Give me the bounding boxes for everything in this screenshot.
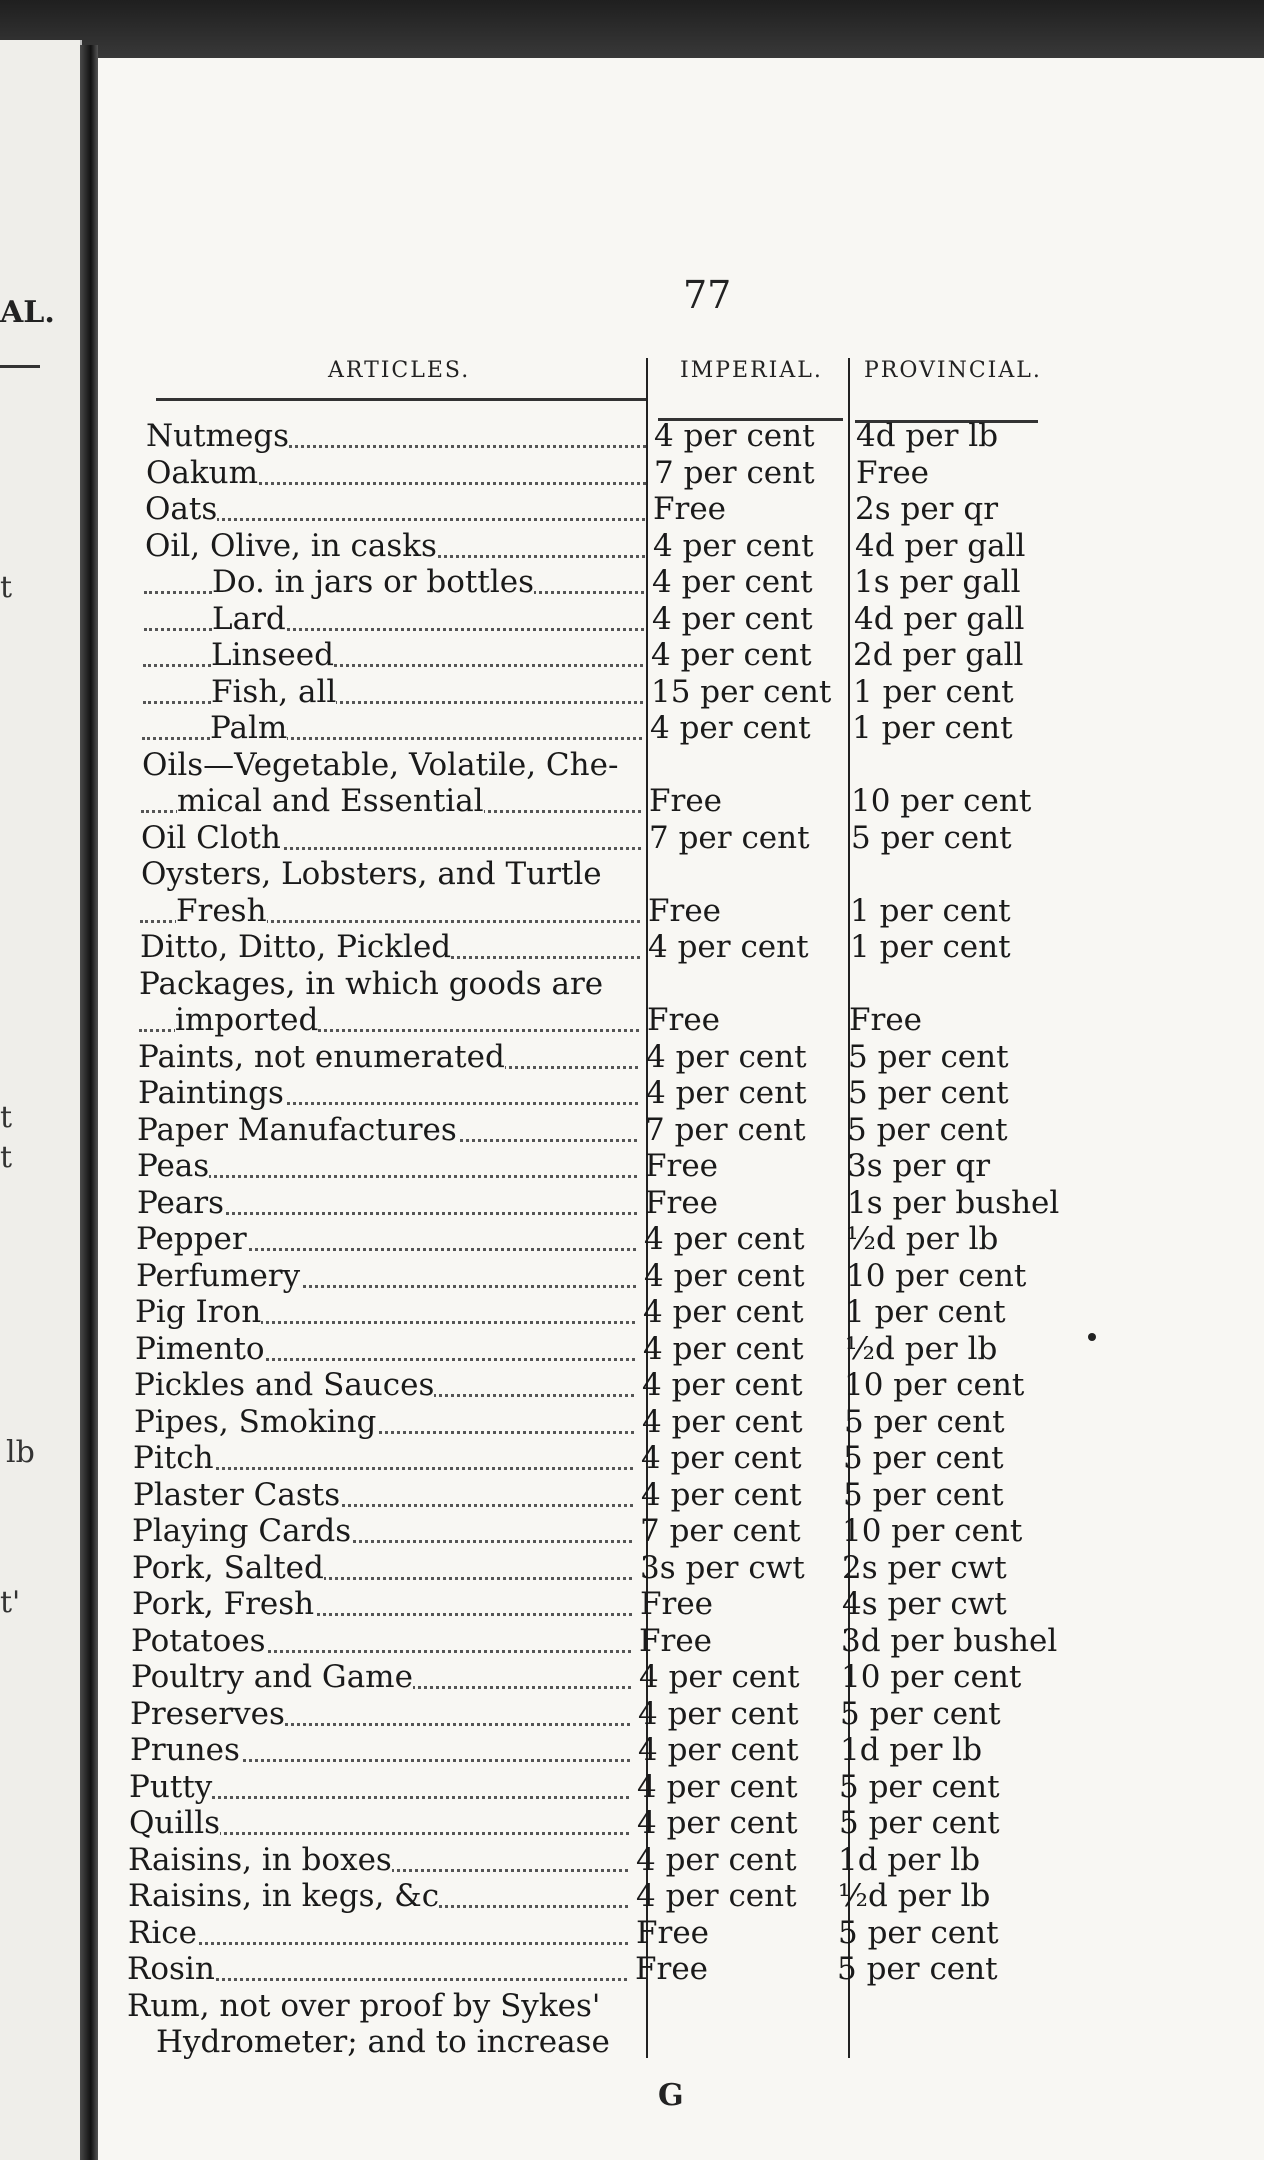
imperial-duty-cell: 4 per cent: [643, 1294, 804, 1330]
provincial-duty-cell: 1s per bushel: [847, 1185, 1060, 1221]
article-label: Pimento: [135, 1331, 265, 1367]
article-cell: [137, 1148, 637, 1184]
provincial-duty-cell: 2s per cwt: [842, 1550, 1007, 1586]
provincial-duty-cell: 10 per cent: [842, 1513, 1023, 1549]
article-cell: [132, 1513, 632, 1549]
provincial-duty-cell: 3d per bushel: [841, 1623, 1058, 1659]
table-row: [146, 455, 1146, 491]
provincial-duty-cell: 5 per cent: [851, 820, 1012, 856]
provincial-duty-cell: 1 per cent: [852, 710, 1013, 746]
article-cell: [136, 1221, 636, 1257]
imperial-duty-cell: 7 per cent: [654, 455, 815, 491]
imperial-duty-cell: 4 per cent: [646, 1039, 807, 1075]
imperial-duty-cell: 4 per cent: [648, 929, 809, 965]
provincial-duty-cell: 5 per cent: [838, 1915, 999, 1951]
page-number: 77: [683, 273, 732, 317]
article-label: Fish, all: [211, 674, 337, 710]
provincial-duty-cell: 4d per lb: [856, 418, 999, 454]
article-label: Fresh: [176, 893, 267, 929]
table-row: [143, 637, 1143, 673]
table-row: [144, 564, 1144, 600]
ink-speck: [1088, 1333, 1096, 1341]
provincial-duty-cell: 4d per gall: [854, 601, 1025, 637]
imperial-duty-cell: 4 per cent: [653, 528, 814, 564]
facing-page-header-fragment: AL.: [0, 295, 55, 330]
table-row: [137, 1112, 1137, 1148]
imperial-duty-cell: Free: [653, 491, 727, 527]
article-label: Nutmegs: [146, 418, 290, 454]
imperial-duty-cell: 4 per cent: [642, 1367, 803, 1403]
article-cell: [128, 1878, 628, 1914]
article-label: Pipes, Smoking: [134, 1404, 377, 1440]
table-row: [126, 2024, 1126, 2060]
imperial-duty-cell: 4 per cent: [642, 1404, 803, 1440]
provincial-duty-cell: 5 per cent: [843, 1477, 1004, 1513]
article-cell: [143, 637, 643, 673]
imperial-duty-cell: Free: [639, 1623, 713, 1659]
table-row: [138, 1075, 1138, 1111]
leader-dots: [145, 518, 645, 521]
provincial-duty-cell: 3s per qr: [847, 1148, 991, 1184]
provincial-column-header: PROVINCIAL.: [864, 358, 1042, 383]
table-row: [139, 966, 1139, 1002]
article-cell: [131, 1659, 631, 1695]
table-row: [141, 856, 1141, 892]
provincial-duty-cell: ½d per lb: [838, 1878, 991, 1914]
provincial-duty-cell: Free: [849, 1002, 923, 1038]
provincial-duty-cell: 4d per gall: [855, 528, 1026, 564]
provincial-duty-cell: 1s per gall: [854, 564, 1021, 600]
article-label: Putty: [129, 1769, 213, 1805]
imperial-duty-cell: Free: [635, 1951, 709, 1987]
table-row: [130, 1732, 1130, 1768]
imperial-duty-cell: 4 per cent: [654, 418, 815, 454]
table-row: [137, 1148, 1137, 1184]
article-label: Oil Cloth: [141, 820, 281, 856]
imperial-duty-cell: 4 per cent: [641, 1477, 802, 1513]
imperial-duty-cell: 4 per cent: [638, 1732, 799, 1768]
provincial-duty-cell: 2d per gall: [853, 637, 1024, 673]
table-row: [130, 1696, 1130, 1732]
table-row: [135, 1294, 1135, 1330]
table-row: [127, 1988, 1127, 2024]
article-cell: [126, 2024, 626, 2060]
provincial-duty-cell: 1d per lb: [840, 1732, 983, 1768]
book-gutter: [80, 45, 98, 2160]
article-cell: [127, 1988, 627, 2024]
imperial-duty-cell: 4 per cent: [637, 1805, 798, 1841]
table-row: [131, 1659, 1131, 1695]
imperial-duty-cell: Free: [645, 1148, 719, 1184]
article-cell: [137, 1112, 637, 1148]
table-row: [143, 674, 1143, 710]
imperial-duty-cell: Free: [649, 783, 723, 819]
imperial-duty-cell: 15 per cent: [651, 674, 832, 710]
article-cell: [145, 528, 645, 564]
article-cell: [141, 856, 641, 892]
table-row: [142, 747, 1142, 783]
provincial-duty-cell: 1d per lb: [838, 1842, 981, 1878]
article-cell: [134, 1367, 634, 1403]
article-label: Rum, not over proof by Sykes': [127, 1988, 601, 2024]
leader-dots: [128, 1942, 628, 1945]
article-label: Lard: [212, 601, 286, 637]
table-row: [141, 783, 1141, 819]
table-row: [132, 1550, 1132, 1586]
table-row: [127, 1951, 1127, 1987]
facing-page-fragment: t: [0, 1140, 13, 1175]
imperial-duty-cell: 4 per cent: [646, 1075, 807, 1111]
article-label: Paper Manufactures: [137, 1112, 457, 1148]
facing-page-fragment: t: [0, 1100, 13, 1135]
article-label: Raisins, in kegs, &c: [128, 1878, 440, 1914]
table-row: [133, 1477, 1133, 1513]
imperial-duty-cell: 7 per cent: [640, 1513, 801, 1549]
facing-page-edge: [0, 40, 82, 2160]
article-label: Pears: [137, 1185, 225, 1221]
article-label: Oakum: [146, 455, 259, 491]
table-row: [131, 1623, 1131, 1659]
article-cell: [135, 1294, 635, 1330]
table-row: [136, 1258, 1136, 1294]
table-row: [134, 1367, 1134, 1403]
scan-top-band: [0, 0, 1264, 62]
table-row: [139, 1002, 1139, 1038]
articles-header-rule: [156, 398, 646, 401]
provincial-duty-cell: 10 per cent: [844, 1367, 1025, 1403]
article-cell: [136, 1258, 636, 1294]
article-cell: [138, 1075, 638, 1111]
facing-page-fragment: t: [0, 570, 13, 605]
table-row: [141, 820, 1141, 856]
table-row: [144, 601, 1144, 637]
article-label: Pork, Salted: [132, 1550, 324, 1586]
article-label: Peas: [137, 1148, 210, 1184]
article-label: Hydrometer; and to increase: [156, 2024, 610, 2060]
provincial-duty-cell: 10 per cent: [851, 783, 1032, 819]
imperial-duty-cell: Free: [648, 893, 722, 929]
article-cell: [133, 1440, 633, 1476]
provincial-duty-cell: 10 per cent: [841, 1659, 1022, 1695]
article-label: Poultry and Game: [131, 1659, 413, 1695]
table-row: [128, 1915, 1128, 1951]
imperial-duty-cell: 4 per cent: [636, 1878, 797, 1914]
imperial-duty-cell: 4 per cent: [652, 601, 813, 637]
provincial-duty-cell: 4s per cwt: [842, 1586, 1007, 1622]
imperial-duty-cell: 4 per cent: [651, 637, 812, 673]
article-label: Palm: [210, 710, 288, 746]
table-row: [132, 1586, 1132, 1622]
provincial-duty-cell: ½d per lb: [846, 1221, 999, 1257]
provincial-duty-cell: 5 per cent: [843, 1440, 1004, 1476]
article-label: Linseed: [211, 637, 334, 673]
article-cell: [128, 1842, 628, 1878]
article-label: mical and Essential: [177, 783, 484, 819]
article-label: Ditto, Ditto, Pickled: [140, 929, 452, 965]
article-cell: [139, 1002, 639, 1038]
provincial-duty-cell: 1 per cent: [845, 1294, 1006, 1330]
article-cell: [144, 564, 644, 600]
article-cell: [131, 1623, 631, 1659]
table-row: [129, 1769, 1129, 1805]
article-cell: [135, 1331, 635, 1367]
article-label: Perfumery: [136, 1258, 301, 1294]
article-label: Playing Cards: [132, 1513, 352, 1549]
article-cell: [137, 1185, 637, 1221]
table-row: [134, 1404, 1134, 1440]
signature-mark: G: [658, 2078, 684, 2113]
provincial-duty-cell: 1 per cent: [850, 929, 1011, 965]
article-label: Raisins, in boxes: [128, 1842, 392, 1878]
table-row: [136, 1221, 1136, 1257]
provincial-duty-cell: 5 per cent: [837, 1951, 998, 1987]
article-cell: [130, 1696, 630, 1732]
article-cell: [140, 929, 640, 965]
provincial-duty-cell: 5 per cent: [848, 1075, 1009, 1111]
article-label: Potatoes: [131, 1623, 266, 1659]
article-label: Preserves: [130, 1696, 285, 1732]
article-cell: [142, 747, 642, 783]
provincial-duty-cell: 5 per cent: [847, 1112, 1008, 1148]
article-label: Paintings: [138, 1075, 284, 1111]
imperial-duty-cell: Free: [640, 1586, 714, 1622]
table-row: [146, 418, 1146, 454]
article-label: Pork, Fresh: [132, 1586, 315, 1622]
imperial-duty-cell: 4 per cent: [650, 710, 811, 746]
article-cell: [146, 418, 646, 454]
provincial-duty-cell: 5 per cent: [840, 1696, 1001, 1732]
article-label: Oysters, Lobsters, and Turtle: [141, 856, 602, 892]
article-label: Pitch: [133, 1440, 214, 1476]
provincial-duty-cell: 5 per cent: [839, 1805, 1000, 1841]
article-cell: [146, 455, 646, 491]
article-label: Packages, in which goods are: [139, 966, 604, 1002]
article-cell: [141, 820, 641, 856]
table-row: [140, 929, 1140, 965]
articles-column-header: ARTICLES.: [328, 358, 471, 383]
table-row: [137, 1185, 1137, 1221]
imperial-duty-cell: 4 per cent: [636, 1842, 797, 1878]
article-label: Plaster Casts: [133, 1477, 341, 1513]
imperial-duty-cell: 4 per cent: [652, 564, 813, 600]
imperial-duty-cell: 4 per cent: [641, 1440, 802, 1476]
provincial-duty-cell: 5 per cent: [848, 1039, 1009, 1075]
article-cell: [134, 1404, 634, 1440]
provincial-duty-cell: 1 per cent: [853, 674, 1014, 710]
article-label: Oils—Vegetable, Volatile, Che-: [142, 747, 619, 783]
article-cell: [129, 1769, 629, 1805]
table-row: [129, 1805, 1129, 1841]
article-label: Rosin: [127, 1951, 215, 1987]
article-cell: [132, 1550, 632, 1586]
article-label: Paints, not enumerated: [138, 1039, 505, 1075]
table-row: [142, 710, 1142, 746]
article-label: Pig Iron: [135, 1294, 262, 1330]
provincial-duty-cell: Free: [856, 455, 930, 491]
table-row: [128, 1842, 1128, 1878]
article-cell: [127, 1951, 627, 1987]
imperial-duty-cell: Free: [647, 1002, 721, 1038]
table-row: [128, 1878, 1128, 1914]
table-row: [133, 1440, 1133, 1476]
table-row: [140, 893, 1140, 929]
book-page: [98, 58, 1264, 2160]
imperial-duty-cell: 4 per cent: [638, 1696, 799, 1732]
facing-page-fragment: lb: [6, 1435, 35, 1470]
imperial-duty-cell: 4 per cent: [639, 1659, 800, 1695]
imperial-column-header: IMPERIAL.: [680, 358, 823, 383]
table-row: [145, 528, 1145, 564]
article-cell: [145, 491, 645, 527]
article-label: Do. in jars or bottles: [212, 564, 535, 600]
provincial-duty-cell: 10 per cent: [846, 1258, 1027, 1294]
article-cell: [143, 674, 643, 710]
article-label: Pickles and Sauces: [134, 1367, 435, 1403]
article-cell: [140, 893, 640, 929]
provincial-duty-cell: 5 per cent: [839, 1769, 1000, 1805]
article-label: Quills: [129, 1805, 221, 1841]
table-row: [132, 1513, 1132, 1549]
leader-dots: [137, 1175, 637, 1178]
imperial-duty-cell: 7 per cent: [649, 820, 810, 856]
provincial-duty-cell: 1 per cent: [850, 893, 1011, 929]
facing-page-fragment: t': [0, 1585, 21, 1620]
imperial-duty-cell: 7 per cent: [645, 1112, 806, 1148]
article-cell: [133, 1477, 633, 1513]
article-label: Pepper: [136, 1221, 247, 1257]
imperial-duty-cell: 4 per cent: [644, 1258, 805, 1294]
article-label: Prunes: [130, 1732, 240, 1768]
facing-page-rule: [0, 365, 40, 368]
imperial-duty-cell: Free: [645, 1185, 719, 1221]
imperial-duty-cell: 4 per cent: [643, 1331, 804, 1367]
article-label: imported: [175, 1002, 319, 1038]
imperial-duty-cell: 4 per cent: [637, 1769, 798, 1805]
article-cell: [132, 1586, 632, 1622]
provincial-duty-cell: 5 per cent: [844, 1404, 1005, 1440]
article-cell: [144, 601, 644, 637]
table-row: [135, 1331, 1135, 1367]
article-label: Oats: [145, 491, 218, 527]
table-row: [138, 1039, 1138, 1075]
provincial-duty-cell: ½d per lb: [845, 1331, 998, 1367]
article-label: Oil, Olive, in casks: [145, 528, 437, 564]
imperial-duty-cell: Free: [636, 1915, 710, 1951]
article-cell: [130, 1732, 630, 1768]
provincial-duty-cell: 2s per qr: [855, 491, 999, 527]
article-cell: [139, 966, 639, 1002]
imperial-duty-cell: 3s per cwt: [640, 1550, 805, 1586]
article-label: Rice: [128, 1915, 197, 1951]
article-cell: [128, 1915, 628, 1951]
article-cell: [142, 710, 642, 746]
article-cell: [138, 1039, 638, 1075]
imperial-duty-cell: 4 per cent: [644, 1221, 805, 1257]
article-cell: [141, 783, 641, 819]
article-cell: [129, 1805, 629, 1841]
table-row: [145, 491, 1145, 527]
